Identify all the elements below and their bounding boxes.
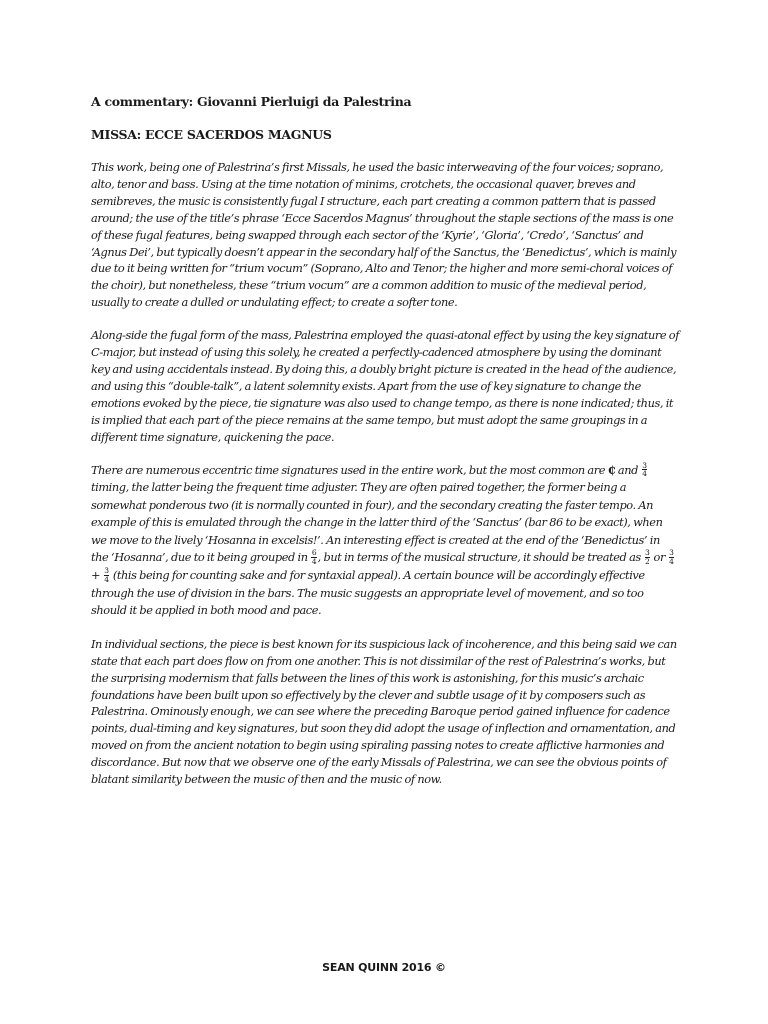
- paragraph-3-text: (this being for counting sake and for syntaxial appeal). A certain bounce will be accordingly effective through the use of division in the bars. The music suggests an appropriate level of movement, and so too should it be applied in both mood and pace.: [91, 568, 645, 618]
- document-subtitle: MISSA: ECCE SACERDOS MAGNUS: [91, 127, 332, 142]
- paragraph-4: In individual sections, the piece is best known for its suspicious lack of incoherence, and this being said we can state that each part does flow on from one another. This is not dissimilar of the rest of Palestrina’s works, but the surprising modernism that falls between the lines of this work is astonishing, for this music’s archaic foundations have been built upon so effectively by the clever and subtle usage of it by composers such as Palestrina. Ominously enough, we can see where the preceding Baroque period gained influence for cadence points, dual-timing and key signatures, but soon they did adopt the usage of inflection and ornamentation, and moved on from the ancient notation to begin using spiraling passing notes to create afflictive harmonies and discordance. But now that we observe one of the early Missals of Palestrina, we can see the obvious points of blatant similarity between the music of then and the music of now.: [91, 636, 677, 787]
- paragraph-3-text: timing, the latter being the frequent time adjuster. They are often paired together, the former being a somewhat ponderous two (it is normally counted in four), and the secondary creating the faster tempo. An example of this is emulated through the change in the latter third of the ‘Sanctus’ (bar 86 to be exact), when we move to the lively ‘Hosanna in excelsis!’. An interesting effect is created at the end of the ‘Benedictus’ in the ‘Hosanna’, due to it being grouped in: [91, 480, 663, 565]
- document-body: [91, 93, 679, 804]
- paragraph-3: [91, 462, 679, 620]
- time-signature-fraction: [669, 549, 674, 565]
- time-signature-fraction: [104, 567, 109, 583]
- cut-time-symbol: ₵: [607, 462, 616, 477]
- paragraph-3-text: , but in terms of the musical structure, it should be treated as: [317, 550, 644, 565]
- paragraph-3-text: There are numerous eccentric time signatures used in the entire work, but the most common are: [91, 462, 608, 477]
- fraction-denominator: 4: [669, 556, 674, 566]
- paragraph-3-text: and: [615, 462, 641, 477]
- fraction-denominator: 4: [104, 574, 109, 584]
- paragraph-3-text: or: [650, 550, 668, 565]
- footer-copyright: SEAN QUINN 2016 ©: [322, 961, 446, 974]
- paragraph-2: Along-side the fugal form of the mass, Palestrina employed the quasi-atonal effect by using the key signature of C-major, but instead of using this solely, he created a perfectly-cadenced atmosphere by using the dominant key and using accidentals instead. By doing this, a doubly bright picture is created in the head of the audience, and using this “double-talk”, a latent solemnity exists. Apart from the use of key signature to change the emotions evoked by the piece, tie signature was also used to change tempo, as there is none indicated; thus, it is implied that each part of the piece remains at the same tempo, but must adopt the same groupings in a different time signature, quickening the pace.: [91, 328, 679, 444]
- fraction-numerator: 3: [642, 460, 647, 470]
- time-signature-fraction: [645, 549, 650, 565]
- plus-sign: +: [91, 568, 103, 583]
- fraction-numerator: 6: [311, 548, 317, 558]
- fraction-numerator: 3: [669, 548, 674, 558]
- fraction-denominator: 2: [645, 556, 650, 566]
- fraction-numerator: 3: [104, 566, 109, 576]
- document-title: A commentary: Giovanni Pierluigi da Palestrina: [91, 94, 412, 109]
- time-signature-fraction: [642, 462, 647, 478]
- time-signature-fraction: [311, 549, 316, 565]
- fraction-denominator: 4: [642, 469, 647, 478]
- fraction-numerator: 3: [645, 548, 650, 558]
- fraction-denominator: 4: [311, 556, 317, 566]
- paragraph-1: This work, being one of Palestrina’s first Missals, he used the basic interweaving of the four voices; soprano, alto, tenor and bass. Using at the time notation of minims, crotchets, the occasional quaver, breves and semibreves, the music is consistently fugal I structure, each part creating a common pattern that is passed around; the use of the title’s phrase ‘Ecce Sacerdos Magnus’ throughout the staple sections of the mass is one of these fugal features, being swapped through each sector of the ‘Kyrie’, ‘Gloria’, ‘Credo’, ‘Sanctus’ and ‘Agnus Dei’, but typically doesn’t appear in the secondary half of the Sanctus, the ‘Benedictus’, which is mainly due to it being written for “trium vocum” (Soprano, Alto and Tenor; the higher and more semi-choral voices of the choir), but nonetheless, these “trium vocum” are a common addition to music of the medieval period, usually to create a dulled or undulating effect; to create a softer tone.: [91, 160, 677, 310]
